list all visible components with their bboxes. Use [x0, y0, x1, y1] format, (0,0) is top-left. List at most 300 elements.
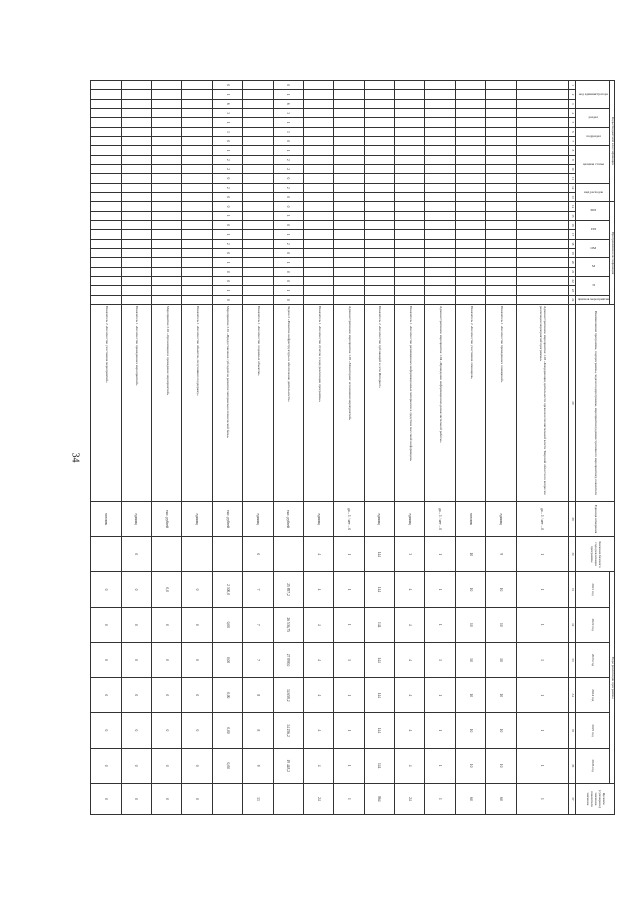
table-row: [212, 81, 242, 815]
row-name: Показатель 1 «Количество размещенных информационных материалов в средствах массовой информации»: [395, 304, 425, 501]
row-name: Мероприятие 2.02 «Организация и проведение мероприятий»: [151, 304, 181, 501]
code-cell: [455, 136, 485, 145]
code-cell: [425, 258, 455, 267]
code-cell: 1: [273, 286, 303, 295]
code-cell: [334, 202, 364, 211]
code-cell: [303, 258, 333, 267]
code-cell: 2: [212, 239, 242, 248]
year-value: 144: [364, 713, 394, 748]
year-value: 10: [455, 642, 485, 677]
code-cell: [425, 108, 455, 117]
column-number: 6: [568, 127, 575, 136]
code-cell: [91, 295, 122, 304]
row-baseline: 0: [243, 537, 273, 572]
code-cell: [395, 267, 425, 276]
row-unit: человек: [91, 501, 122, 536]
year-value: 144: [364, 748, 394, 783]
code-cell: [364, 258, 394, 267]
row-name: Показатель 1 «Количество проведенных мероприятий»: [121, 304, 151, 501]
year-value: 0: [151, 713, 181, 748]
code-cell: [334, 276, 364, 285]
code-cell: [303, 183, 333, 192]
code-cell: [182, 239, 212, 248]
code-cell: [151, 81, 181, 90]
code-cell: [121, 239, 151, 248]
code-cell: [516, 118, 568, 127]
code-cell: [151, 267, 181, 276]
column-number: 36: [568, 748, 575, 783]
code-cell: [486, 90, 516, 99]
code-cell: [121, 99, 151, 108]
code-cell: [243, 127, 273, 136]
code-cell: [243, 155, 273, 164]
code-cell: [91, 267, 122, 276]
code-cell: [182, 136, 212, 145]
code-cell: [516, 295, 568, 304]
code-cell: [395, 230, 425, 239]
row-name: Показатель 2 «Количество участников мероприятий»: [91, 304, 122, 501]
code-cell: [121, 127, 151, 136]
row-unit: единиц: [303, 501, 333, 536]
code-cell: [243, 211, 273, 220]
column-number: 15: [568, 211, 575, 220]
code-cell: 0: [273, 248, 303, 257]
year-value: 0,00: [212, 713, 242, 748]
row-final: 60: [486, 783, 516, 814]
code-cell: [151, 164, 181, 173]
column-number: 30: [568, 537, 575, 572]
year-value: 1: [334, 572, 364, 607]
year-value: 1: [425, 713, 455, 748]
code-cell: [455, 248, 485, 257]
year-value: 34 256,2: [273, 713, 303, 748]
row-final: 24: [395, 783, 425, 814]
code-cell: 1: [273, 146, 303, 155]
code-cell: 2: [212, 155, 242, 164]
code-cell: [303, 220, 333, 229]
row-name: Административное мероприятие 1.03 «Координация деятельности органов исполнительной власти Тверской области по вопросам реализации мероприятий программы»: [516, 304, 568, 501]
row-baseline: 1: [516, 537, 568, 572]
row-unit: единиц: [121, 501, 151, 536]
code-cell: [516, 230, 568, 239]
code-cell: [395, 183, 425, 192]
year-value: 10: [455, 713, 485, 748]
table-row: [91, 81, 122, 815]
code-cell: [516, 146, 568, 155]
code-cell: [91, 192, 122, 201]
code-cell: [243, 183, 273, 192]
code-cell: [395, 90, 425, 99]
code-cell: [425, 174, 455, 183]
year-value: 0: [182, 678, 212, 713]
code-cell: [243, 276, 273, 285]
code-cell: [182, 276, 212, 285]
row-baseline: 3: [395, 537, 425, 572]
code-cell: [364, 230, 394, 239]
code-cell: [486, 202, 516, 211]
year-value: 34 658,2: [273, 678, 303, 713]
code-cell: [151, 220, 181, 229]
code-cell: [182, 127, 212, 136]
code-cell: 0: [273, 81, 303, 90]
code-cell: [425, 99, 455, 108]
code-cell: [516, 155, 568, 164]
year-value: 19 448,2: [273, 748, 303, 783]
table-row: [121, 81, 151, 815]
table-row: [395, 81, 425, 815]
code-cell: [364, 81, 394, 90]
code-cell: [182, 286, 212, 295]
column-number: 31: [568, 572, 575, 607]
code-cell: [303, 136, 333, 145]
name-header: Наименование программы, подпрограммы, задачи подпрограммы, мероприятия (административного мероприятия), показателя: [575, 304, 614, 501]
year-value: 1: [425, 748, 455, 783]
year-value: 0,00: [212, 607, 242, 642]
code-cell: [303, 211, 333, 220]
code-cell: [303, 192, 333, 201]
code-cell: [303, 174, 333, 183]
code-cell: [364, 183, 394, 192]
code-cell: [334, 108, 364, 117]
code-cell: [364, 211, 394, 220]
year-value: 4: [395, 642, 425, 677]
code-cell: [516, 90, 568, 99]
row-name: Показатель 1 «Количество отчетов о ходе реализации программы»: [303, 304, 333, 501]
code-cell: [303, 248, 333, 257]
year-value: 0,00: [212, 642, 242, 677]
code-cell: [182, 192, 212, 201]
code-cell: 0: [212, 267, 242, 276]
year-value: 27 898,0: [273, 642, 303, 677]
row-unit: единиц: [395, 501, 425, 536]
code-cell: [151, 202, 181, 211]
code-cell: 0: [273, 136, 303, 145]
code-cell: [243, 267, 273, 276]
table-row: [425, 81, 455, 815]
code-cell: [91, 174, 122, 183]
code-cell: [91, 258, 122, 267]
code-cell: 0: [273, 174, 303, 183]
row-baseline: 144: [364, 537, 394, 572]
code-cell: [243, 248, 273, 257]
year-value: 0: [91, 572, 122, 607]
code-cell: [425, 295, 455, 304]
code-cell: [486, 146, 516, 155]
code-cell: [182, 258, 212, 267]
code-cell: [334, 239, 364, 248]
row-name: Задача 2 «Развитие инфраструктуры и обеспечение деятельности»: [273, 304, 303, 501]
page-number: 34: [69, 452, 81, 463]
row-final: 33: [243, 783, 273, 814]
year-value: 144: [364, 607, 394, 642]
year-value: 9: [243, 748, 273, 783]
code-cell: [425, 248, 455, 257]
table-row: [182, 81, 212, 815]
column-number: 23: [568, 286, 575, 295]
code-cell: [425, 192, 455, 201]
row-final: 60: [455, 783, 485, 814]
year-value: 144: [364, 572, 394, 607]
year-value: 0: [151, 748, 181, 783]
code-cell: [364, 127, 394, 136]
code-cell: [395, 295, 425, 304]
row-unit: да – 1 / нет – 0: [425, 501, 455, 536]
program-codes-header: Программная классификация: [610, 202, 615, 305]
code-cell: 0: [212, 202, 242, 211]
code-cell: [455, 174, 485, 183]
column-number: 13: [568, 192, 575, 201]
row-final: 864: [364, 783, 394, 814]
code-cell: [455, 90, 485, 99]
code-cell: 0: [273, 202, 303, 211]
year-value: 0,00: [212, 748, 242, 783]
year-2026-header: 2026 год: [575, 748, 609, 783]
code-cell: [395, 202, 425, 211]
code-cell: [486, 276, 516, 285]
row-baseline: 0: [121, 537, 151, 572]
code-cell: [425, 183, 455, 192]
year-value: 4: [395, 713, 425, 748]
code-cell: [91, 220, 122, 229]
code-cell: [455, 286, 485, 295]
year-value: 1: [425, 642, 455, 677]
code-cell: [121, 258, 151, 267]
code-cell: 2: [273, 155, 303, 164]
code-cell: [151, 230, 181, 239]
code-cell: [516, 81, 568, 90]
code-cell: 0: [273, 192, 303, 201]
year-value: 10: [486, 607, 516, 642]
code-cell: [516, 192, 568, 201]
code-cell: [334, 258, 364, 267]
year-value: 0: [151, 678, 181, 713]
code-admin-header: код администратора: [575, 81, 609, 109]
code-cell: [334, 174, 364, 183]
year-value: 4: [303, 572, 333, 607]
year-value: 1: [516, 748, 568, 783]
code-cell: [334, 136, 364, 145]
row-final: 0: [151, 783, 181, 814]
column-number: 21: [568, 267, 575, 276]
code-cell: [425, 90, 455, 99]
code-cell: [182, 183, 212, 192]
year-value: 10: [486, 572, 516, 607]
code-cell: [455, 183, 485, 192]
code-cell: [516, 276, 568, 285]
code-cell: [486, 127, 516, 136]
column-number: 2: [568, 90, 575, 99]
code-cell: [486, 136, 516, 145]
code-cell: 0: [212, 174, 242, 183]
code-cell: [395, 192, 425, 201]
code-cell: [364, 164, 394, 173]
code-cell: [455, 108, 485, 117]
code-cell: [121, 174, 151, 183]
code-cell: 1: [273, 230, 303, 239]
code-cell: [516, 258, 568, 267]
column-number: 9: [568, 155, 575, 164]
code-cell: [334, 90, 364, 99]
code-cell: [395, 108, 425, 117]
code-cell: [182, 164, 212, 173]
row-unit: единиц: [243, 501, 273, 536]
column-number: 8: [568, 146, 575, 155]
code-cell: 0: [212, 295, 242, 304]
year-value: 7: [243, 607, 273, 642]
code-cell: [182, 230, 212, 239]
code-cell: [121, 267, 151, 276]
code-cell: [364, 248, 394, 257]
code-cell: [516, 211, 568, 220]
code-cell: [425, 164, 455, 173]
code-cell: [455, 192, 485, 201]
code-cell: [334, 192, 364, 201]
code-cell: [364, 295, 394, 304]
code-cell: [182, 99, 212, 108]
code-cell: [121, 155, 151, 164]
code-cell: [486, 174, 516, 183]
column-number: 20: [568, 258, 575, 267]
code-cell: [182, 295, 212, 304]
code-cell: 1: [273, 90, 303, 99]
prog-pp-header: ПП: [575, 220, 609, 239]
table-row: [303, 81, 333, 815]
code-cell: [395, 211, 425, 220]
code-cell: [182, 267, 212, 276]
table-row: [334, 81, 364, 815]
row-final: 24: [303, 783, 333, 814]
row-final: 1: [334, 783, 364, 814]
column-number: 16: [568, 220, 575, 229]
code-vr-header: вид расходов: [575, 183, 609, 202]
row-name: Показатель 1 «Количество созданных объектов»: [243, 304, 273, 501]
code-cell: 3: [273, 108, 303, 117]
code-cell: [243, 239, 273, 248]
code-cell: [151, 286, 181, 295]
code-cell: [425, 81, 455, 90]
code-cell: [334, 99, 364, 108]
code-cell: [243, 164, 273, 173]
code-cell: [182, 174, 212, 183]
code-cell: [334, 267, 364, 276]
row-final: 0: [121, 783, 151, 814]
code-cell: [455, 295, 485, 304]
year-value: 1: [516, 678, 568, 713]
final-header: Целевое (суммарное) значение показателя значение: [575, 783, 614, 814]
code-cell: [303, 164, 333, 173]
code-cell: 3: [212, 108, 242, 117]
code-cell: [364, 220, 394, 229]
code-cell: [516, 164, 568, 173]
code-cell: [425, 211, 455, 220]
table-row: [273, 81, 303, 815]
code-cell: [486, 267, 516, 276]
year-value: 26 536,75: [273, 607, 303, 642]
code-cell: [486, 81, 516, 90]
code-cell: [151, 174, 181, 183]
year-2023-header: 2023 год: [575, 642, 609, 677]
code-cell: [243, 90, 273, 99]
year-value: 7: [243, 642, 273, 677]
year-value: 4: [303, 748, 333, 783]
year-value: 0: [151, 607, 181, 642]
code-cell: [91, 286, 122, 295]
prog-p-header: П: [575, 276, 609, 295]
code-cell: [303, 276, 333, 285]
year-value: 1: [516, 607, 568, 642]
code-cell: [243, 192, 273, 201]
code-cell: [243, 118, 273, 127]
code-cell: [486, 192, 516, 201]
code-cell: 1: [212, 258, 242, 267]
year-value: 0: [121, 572, 151, 607]
code-cell: [486, 183, 516, 192]
year-value: 0: [121, 748, 151, 783]
code-cell: [516, 248, 568, 257]
code-cell: [243, 220, 273, 229]
code-pr-header: подраздел: [575, 127, 609, 146]
code-cell: [486, 118, 516, 127]
column-number: 4: [568, 108, 575, 117]
code-cell: [243, 99, 273, 108]
year-value: 7: [243, 572, 273, 607]
code-cell: [395, 155, 425, 164]
code-cell: 0: [273, 220, 303, 229]
year-value: 1: [516, 713, 568, 748]
code-cell: 6: [273, 99, 303, 108]
code-cell: [334, 248, 364, 257]
row-unit: человек: [455, 501, 485, 536]
code-cell: [303, 99, 333, 108]
code-cell: [364, 136, 394, 145]
code-cell: [243, 202, 273, 211]
code-cell: [303, 239, 333, 248]
year-value: 0: [182, 607, 212, 642]
code-cell: [425, 118, 455, 127]
code-cell: [303, 230, 333, 239]
code-cell: 1: [212, 286, 242, 295]
row-name: Показатель 1 «Количество проведенных совещаний»: [486, 304, 516, 501]
code-cell: [303, 118, 333, 127]
year-value: 0: [121, 642, 151, 677]
code-cell: [151, 192, 181, 201]
code-cell: [243, 146, 273, 155]
year-value: 0,0: [151, 572, 181, 607]
code-cell: [151, 155, 181, 164]
code-cell: [91, 155, 122, 164]
code-cell: [121, 211, 151, 220]
column-number: 11: [568, 174, 575, 183]
code-cell: [486, 211, 516, 220]
code-cell: [91, 276, 122, 285]
row-unit: да – 1 / нет – 0: [334, 501, 364, 536]
code-cell: [182, 81, 212, 90]
code-cell: [303, 286, 333, 295]
code-cell: [91, 202, 122, 211]
year-value: 8: [243, 678, 273, 713]
code-cell: [121, 136, 151, 145]
code-cell: [425, 127, 455, 136]
code-cell: [516, 136, 568, 145]
row-name: Административное мероприятие 1.05 «Мониторинг исполнения мероприятий»: [334, 304, 364, 501]
code-cell: [455, 81, 485, 90]
row-baseline: [212, 537, 242, 572]
table-row: [243, 81, 273, 815]
year-value: 1: [334, 748, 364, 783]
code-cell: [364, 267, 394, 276]
column-number: 24: [568, 295, 575, 304]
code-cell: [91, 108, 122, 117]
